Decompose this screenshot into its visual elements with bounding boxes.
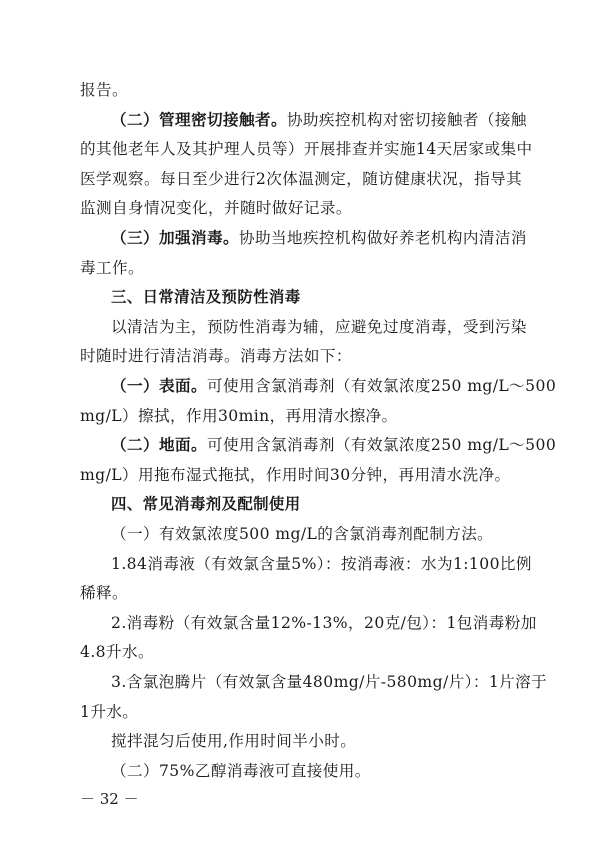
line-text: 搅拌混匀后使用,作用时间半小时。 <box>111 732 357 751</box>
subheading-lead: （一）表面。 <box>111 376 207 395</box>
paragraph-line <box>0 198 600 218</box>
paragraph-line <box>0 110 600 130</box>
line-text: mg/L）擦拭，作用30min，再用清水擦净。 <box>80 406 398 425</box>
section-heading <box>0 494 600 514</box>
line-text: 协助当地疾控机构做好养老机构内清洁消 <box>238 229 527 247</box>
paragraph-line <box>0 258 600 278</box>
paragraph-line <box>0 80 600 100</box>
heading-text: 三、日常清洁及预防性消毒 <box>111 288 301 307</box>
paragraph-line <box>0 554 600 574</box>
paragraph-line <box>0 761 600 781</box>
paragraph-line <box>0 376 600 396</box>
line-text: 的其他老年人及其护理人员等）开展排查并实施14天居家或集中 <box>80 140 533 159</box>
paragraph-line <box>0 672 600 692</box>
paragraph-line <box>0 731 600 751</box>
line-text: 可使用含氯消毒剂（有效氯浓度250 mg/L～500 <box>206 377 557 395</box>
paragraph-line <box>0 346 600 366</box>
paragraph-line <box>0 139 600 159</box>
line-text: （二）75%乙醇消毒液可直接使用。 <box>111 761 371 780</box>
line-text: 医学观察。每日至少进行2次体温测定，随访健康状况，指导其 <box>80 169 523 188</box>
line-text: 可使用含氯消毒剂（有效氯浓度250 mg/L～500 <box>206 436 557 455</box>
line-text: 协助疾控机构对密切接触者（接触 <box>286 110 527 129</box>
paragraph-line <box>0 435 600 455</box>
line-text: 稀释。 <box>80 584 128 603</box>
paragraph-line <box>0 583 600 603</box>
paragraph-line <box>0 228 600 248</box>
subheading-lead: （三）加强消毒。 <box>111 228 239 247</box>
page-number: － 32 － <box>80 790 139 808</box>
subheading-lead: （二）管理密切接触者。 <box>111 109 287 129</box>
paragraph-line <box>0 317 600 337</box>
line-text: 监测自身情况变化，并随时做好记录。 <box>80 199 352 218</box>
line-text: 1.84消毒液（有效氯含量5%）：按消毒液：水为1:100比例 <box>111 554 532 573</box>
paragraph-line <box>0 702 600 722</box>
line-text: mg/L）用拖布湿式拖拭，作用时间30分钟，再用清水洗净。 <box>80 465 511 484</box>
paragraph-line <box>0 642 600 662</box>
paragraph-line <box>0 613 600 633</box>
paragraph-line <box>0 465 600 485</box>
paragraph-line <box>0 169 600 189</box>
line-text: 1升水。 <box>80 702 139 721</box>
section-heading <box>0 287 600 307</box>
heading-text: 四、常见消毒剂及配制使用 <box>111 495 301 514</box>
line-text: 毒工作。 <box>80 258 144 277</box>
paragraph-line <box>0 406 600 426</box>
line-text: 以清洁为主，预防性消毒为辅，应避免过度消毒，受到污染 <box>111 317 527 336</box>
paragraph-line <box>0 524 600 544</box>
line-text: 报告。 <box>80 81 128 99</box>
line-text: 4.8升水。 <box>80 643 154 662</box>
line-text: 时随时进行清洁消毒。消毒方法如下： <box>80 347 352 366</box>
subheading-lead: （二）地面。 <box>111 435 207 455</box>
line-text: 2.消毒粉（有效氯含量12%-13%，20克/包）：1包消毒粉加 <box>111 613 537 632</box>
line-text: （一）有效氯浓度500 mg/L的含氯消毒剂配制方法。 <box>111 525 494 543</box>
line-text: 3.含氯泡腾片（有效氯含量480mg/片-580mg/片）：1片溶于 <box>111 673 548 691</box>
